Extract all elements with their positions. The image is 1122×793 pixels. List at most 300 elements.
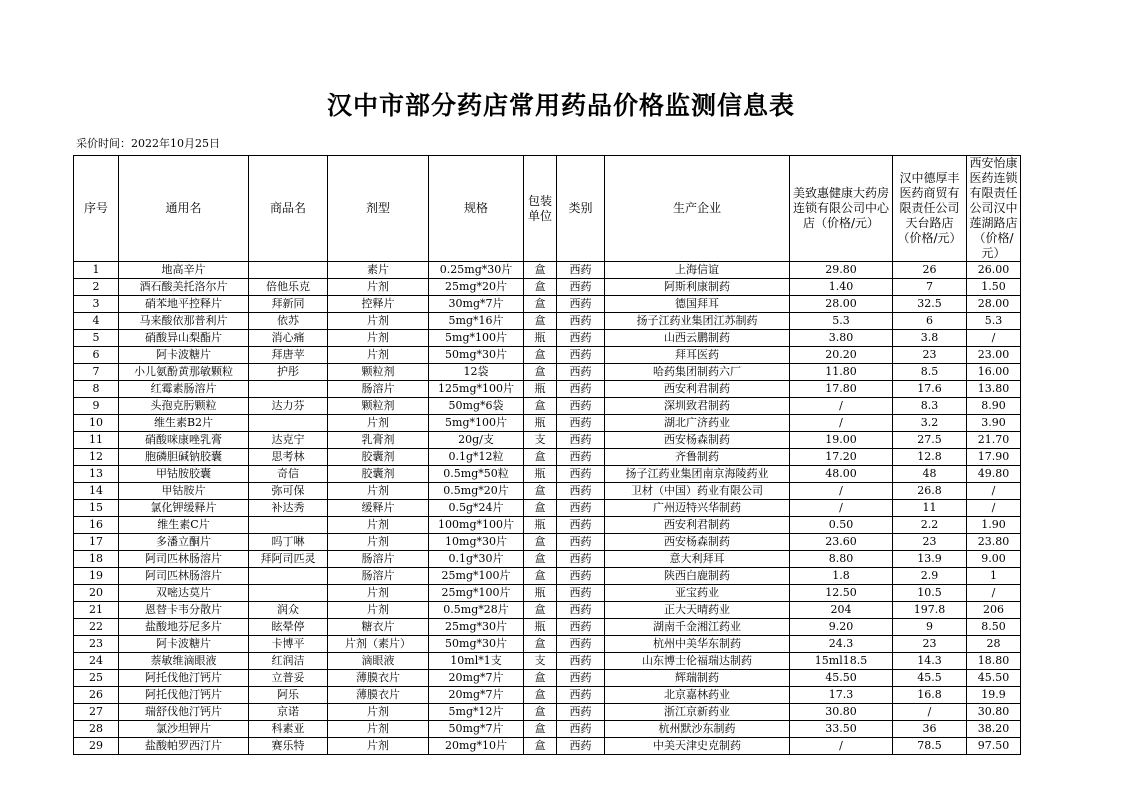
cell-category: 西药 [557, 500, 605, 517]
table-row [74, 296, 1021, 313]
cell-price-store-1: 17.80 [790, 381, 893, 398]
cell-brand-name: 科素亚 [249, 721, 328, 738]
cell-dosage-form: 片剂 [328, 279, 429, 296]
cell-index: 3 [74, 296, 119, 313]
cell-index: 22 [74, 619, 119, 636]
cell-generic-name: 萘敏维滴眼液 [119, 653, 249, 670]
table-row [74, 568, 1021, 585]
cell-specification: 0.5g*24片 [429, 500, 524, 517]
cell-package-unit: 瓶 [524, 381, 557, 398]
cell-specification: 25mg*20片 [429, 279, 524, 296]
cell-price-store-2: 13.9 [893, 551, 967, 568]
cell-generic-name: 阿卡波糖片 [119, 636, 249, 653]
cell-specification: 50mg*6袋 [429, 398, 524, 415]
cell-package-unit: 瓶 [524, 466, 557, 483]
cell-generic-name: 阿托伐他汀钙片 [119, 670, 249, 687]
cell-brand-name [249, 517, 328, 534]
cell-brand-name: 眩晕停 [249, 619, 328, 636]
cell-dosage-form: 片剂 [328, 330, 429, 347]
header-category: 类别 [557, 156, 605, 262]
header-specification: 规格 [429, 156, 524, 262]
cell-price-store-2: 8.5 [893, 364, 967, 381]
cell-index: 2 [74, 279, 119, 296]
cell-manufacturer: 扬子江药业集团江苏制药 [605, 313, 790, 330]
cell-specification: 50mg*7片 [429, 721, 524, 738]
cell-brand-name: 思考林 [249, 449, 328, 466]
cell-category: 西药 [557, 347, 605, 364]
collection-date: 采价时间：2022年10月25日 [76, 137, 220, 150]
cell-index: 8 [74, 381, 119, 398]
cell-package-unit: 盒 [524, 551, 557, 568]
cell-price-store-2: 23 [893, 347, 967, 364]
cell-price-store-3: 97.50 [967, 738, 1021, 755]
cell-package-unit: 盒 [524, 636, 557, 653]
cell-dosage-form: 片剂 [328, 602, 429, 619]
header-dosage-form: 剂型 [328, 156, 429, 262]
cell-category: 西药 [557, 602, 605, 619]
cell-price-store-2: 3.8 [893, 330, 967, 347]
cell-price-store-3: 1.90 [967, 517, 1021, 534]
cell-price-store-3: 8.50 [967, 619, 1021, 636]
cell-package-unit: 盒 [524, 670, 557, 687]
table-row [74, 670, 1021, 687]
cell-price-store-3: 28 [967, 636, 1021, 653]
cell-specification: 5mg*100片 [429, 330, 524, 347]
cell-generic-name: 硝酸咪康唑乳膏 [119, 432, 249, 449]
cell-package-unit: 盒 [524, 364, 557, 381]
cell-brand-name: 奇信 [249, 466, 328, 483]
cell-price-store-3: 49.80 [967, 466, 1021, 483]
cell-category: 西药 [557, 653, 605, 670]
cell-package-unit: 盒 [524, 483, 557, 500]
cell-generic-name: 氯沙坦钾片 [119, 721, 249, 738]
cell-category: 西药 [557, 585, 605, 602]
cell-manufacturer: 杭州默沙东制药 [605, 721, 790, 738]
cell-dosage-form: 片剂 [328, 483, 429, 500]
cell-brand-name: 卡博平 [249, 636, 328, 653]
cell-dosage-form: 肠溶片 [328, 381, 429, 398]
cell-price-store-1: / [790, 398, 893, 415]
cell-dosage-form: 薄膜衣片 [328, 670, 429, 687]
cell-index: 17 [74, 534, 119, 551]
cell-brand-name: 倍他乐克 [249, 279, 328, 296]
cell-specification: 20mg*7片 [429, 687, 524, 704]
cell-package-unit: 盒 [524, 398, 557, 415]
cell-generic-name: 红霉素肠溶片 [119, 381, 249, 398]
table-row [74, 551, 1021, 568]
cell-category: 西药 [557, 330, 605, 347]
cell-index: 19 [74, 568, 119, 585]
cell-price-store-2: 26 [893, 262, 967, 279]
cell-price-store-2: 23 [893, 534, 967, 551]
cell-brand-name [249, 585, 328, 602]
header-brand-name: 商品名 [249, 156, 328, 262]
cell-brand-name: 拜唐苹 [249, 347, 328, 364]
table-body [74, 262, 1021, 755]
cell-category: 西药 [557, 364, 605, 381]
table-row [74, 364, 1021, 381]
cell-dosage-form: 片剂 [328, 585, 429, 602]
cell-index: 18 [74, 551, 119, 568]
cell-category: 西药 [557, 466, 605, 483]
cell-generic-name: 维生素B2片 [119, 415, 249, 432]
cell-category: 西药 [557, 279, 605, 296]
cell-brand-name: 京诺 [249, 704, 328, 721]
price-table [73, 155, 1021, 755]
cell-dosage-form: 片剂 [328, 534, 429, 551]
cell-price-store-3: / [967, 330, 1021, 347]
cell-generic-name: 阿卡波糖片 [119, 347, 249, 364]
cell-index: 7 [74, 364, 119, 381]
cell-dosage-form: 片剂 [328, 415, 429, 432]
table-row [74, 636, 1021, 653]
cell-price-store-2: 36 [893, 721, 967, 738]
cell-price-store-3: 1.50 [967, 279, 1021, 296]
cell-price-store-1: / [790, 483, 893, 500]
cell-generic-name: 甲钴胺片 [119, 483, 249, 500]
cell-price-store-1: 48.00 [790, 466, 893, 483]
table-row [74, 534, 1021, 551]
cell-price-store-3: 16.00 [967, 364, 1021, 381]
table-row [74, 381, 1021, 398]
cell-generic-name: 甲钴胺胶囊 [119, 466, 249, 483]
cell-price-store-1: 11.80 [790, 364, 893, 381]
cell-dosage-form: 片剂 [328, 517, 429, 534]
cell-category: 西药 [557, 636, 605, 653]
cell-dosage-form: 糖衣片 [328, 619, 429, 636]
cell-generic-name: 盐酸帕罗西汀片 [119, 738, 249, 755]
cell-brand-name: 赛乐特 [249, 738, 328, 755]
cell-specification: 5mg*100片 [429, 415, 524, 432]
cell-index: 29 [74, 738, 119, 755]
cell-package-unit: 盒 [524, 262, 557, 279]
cell-manufacturer: 浙江京新药业 [605, 704, 790, 721]
cell-manufacturer: 杭州中美华东制药 [605, 636, 790, 653]
cell-package-unit: 盒 [524, 687, 557, 704]
cell-brand-name: 润众 [249, 602, 328, 619]
cell-category: 西药 [557, 415, 605, 432]
cell-brand-name: 护彤 [249, 364, 328, 381]
cell-specification: 0.5mg*28片 [429, 602, 524, 619]
table-row [74, 602, 1021, 619]
cell-dosage-form: 胶囊剂 [328, 466, 429, 483]
cell-package-unit: 支 [524, 653, 557, 670]
cell-package-unit: 盒 [524, 534, 557, 551]
table-row [74, 313, 1021, 330]
cell-price-store-2: 27.5 [893, 432, 967, 449]
cell-specification: 0.5mg*20片 [429, 483, 524, 500]
cell-brand-name: 拜阿司匹灵 [249, 551, 328, 568]
cell-manufacturer: 湖北广济药业 [605, 415, 790, 432]
cell-price-store-3: 21.70 [967, 432, 1021, 449]
cell-index: 11 [74, 432, 119, 449]
cell-manufacturer: 卫材（中国）药业有限公司 [605, 483, 790, 500]
cell-category: 西药 [557, 483, 605, 500]
cell-specification: 20mg*7片 [429, 670, 524, 687]
table-row [74, 466, 1021, 483]
cell-price-store-2: 197.8 [893, 602, 967, 619]
cell-manufacturer: 西安利君制药 [605, 517, 790, 534]
cell-price-store-1: 20.20 [790, 347, 893, 364]
cell-price-store-1: 30.80 [790, 704, 893, 721]
cell-generic-name: 阿司匹林肠溶片 [119, 551, 249, 568]
cell-category: 西药 [557, 738, 605, 755]
header-manufacturer: 生产企业 [605, 156, 790, 262]
cell-price-store-2: 78.5 [893, 738, 967, 755]
cell-dosage-form: 胶囊剂 [328, 449, 429, 466]
cell-price-store-2: 6 [893, 313, 967, 330]
cell-category: 西药 [557, 551, 605, 568]
cell-dosage-form: 颗粒剂 [328, 364, 429, 381]
cell-price-store-3: 18.80 [967, 653, 1021, 670]
cell-index: 1 [74, 262, 119, 279]
cell-package-unit: 盒 [524, 296, 557, 313]
cell-price-store-3: 30.80 [967, 704, 1021, 721]
cell-category: 西药 [557, 534, 605, 551]
cell-generic-name: 维生素C片 [119, 517, 249, 534]
cell-price-store-3: 17.90 [967, 449, 1021, 466]
cell-manufacturer: 山西云鹏制药 [605, 330, 790, 347]
cell-price-store-1: 17.20 [790, 449, 893, 466]
cell-price-store-1: 24.3 [790, 636, 893, 653]
header-package-unit: 包装单位 [524, 156, 557, 262]
cell-generic-name: 多潘立酮片 [119, 534, 249, 551]
cell-manufacturer: 山东博士伦福瑞达制药 [605, 653, 790, 670]
cell-generic-name: 小儿氨酚黄那敏颗粒 [119, 364, 249, 381]
cell-index: 26 [74, 687, 119, 704]
cell-price-store-2: 32.5 [893, 296, 967, 313]
cell-generic-name: 硝酸异山梨酯片 [119, 330, 249, 347]
cell-price-store-1: 204 [790, 602, 893, 619]
cell-dosage-form: 素片 [328, 262, 429, 279]
cell-price-store-2: 9 [893, 619, 967, 636]
cell-price-store-3: 23.80 [967, 534, 1021, 551]
cell-manufacturer: 正大天晴药业 [605, 602, 790, 619]
cell-price-store-2: 26.8 [893, 483, 967, 500]
cell-brand-name: 依苏 [249, 313, 328, 330]
cell-price-store-2: 12.8 [893, 449, 967, 466]
cell-brand-name: 红润洁 [249, 653, 328, 670]
cell-price-store-3: 1 [967, 568, 1021, 585]
header-generic-name: 通用名 [119, 156, 249, 262]
table-row [74, 619, 1021, 636]
cell-price-store-3: 23.00 [967, 347, 1021, 364]
cell-price-store-1: 3.80 [790, 330, 893, 347]
header-price-store-1: 美致惠健康大药房连锁有限公司中心店（价格/元） [790, 156, 893, 262]
cell-manufacturer: 亚宝药业 [605, 585, 790, 602]
cell-index: 16 [74, 517, 119, 534]
cell-index: 6 [74, 347, 119, 364]
cell-brand-name [249, 415, 328, 432]
table-row [74, 653, 1021, 670]
table-row [74, 483, 1021, 500]
cell-brand-name: 消心痛 [249, 330, 328, 347]
cell-category: 西药 [557, 296, 605, 313]
cell-price-store-2: 45.5 [893, 670, 967, 687]
cell-price-store-3: 8.90 [967, 398, 1021, 415]
cell-manufacturer: 意大利拜耳 [605, 551, 790, 568]
cell-price-store-2: 7 [893, 279, 967, 296]
cell-package-unit: 瓶 [524, 330, 557, 347]
cell-category: 西药 [557, 432, 605, 449]
cell-price-store-1: 8.80 [790, 551, 893, 568]
cell-generic-name: 阿托伐他汀钙片 [119, 687, 249, 704]
cell-specification: 12袋 [429, 364, 524, 381]
cell-price-store-2: 2.2 [893, 517, 967, 534]
cell-dosage-form: 片剂 [328, 721, 429, 738]
cell-category: 西药 [557, 687, 605, 704]
cell-price-store-2: 11 [893, 500, 967, 517]
cell-specification: 100mg*100片 [429, 517, 524, 534]
cell-price-store-1: / [790, 500, 893, 517]
cell-price-store-3: 28.00 [967, 296, 1021, 313]
cell-price-store-1: 15ml18.5 [790, 653, 893, 670]
cell-brand-name: 达力芬 [249, 398, 328, 415]
cell-package-unit: 瓶 [524, 619, 557, 636]
cell-brand-name: 达克宁 [249, 432, 328, 449]
cell-generic-name: 瑞舒伐他汀钙片 [119, 704, 249, 721]
cell-specification: 10ml*1支 [429, 653, 524, 670]
cell-price-store-1: 9.20 [790, 619, 893, 636]
cell-price-store-3: 26.00 [967, 262, 1021, 279]
cell-price-store-2: 17.6 [893, 381, 967, 398]
cell-generic-name: 酒石酸美托洛尔片 [119, 279, 249, 296]
cell-index: 14 [74, 483, 119, 500]
cell-price-store-1: 23.60 [790, 534, 893, 551]
cell-price-store-1: 1.40 [790, 279, 893, 296]
cell-generic-name: 阿司匹林肠溶片 [119, 568, 249, 585]
cell-index: 9 [74, 398, 119, 415]
table-row [74, 449, 1021, 466]
cell-category: 西药 [557, 313, 605, 330]
cell-brand-name: 拜新同 [249, 296, 328, 313]
cell-index: 21 [74, 602, 119, 619]
table-row [74, 347, 1021, 364]
cell-index: 24 [74, 653, 119, 670]
cell-manufacturer: 湖南千金湘江药业 [605, 619, 790, 636]
cell-price-store-1: 28.00 [790, 296, 893, 313]
cell-dosage-form: 肠溶片 [328, 551, 429, 568]
cell-manufacturer: 上海信谊 [605, 262, 790, 279]
cell-specification: 0.25mg*30片 [429, 262, 524, 279]
cell-specification: 30mg*7片 [429, 296, 524, 313]
cell-specification: 25mg*30片 [429, 619, 524, 636]
cell-generic-name: 胞磷胆碱钠胶囊 [119, 449, 249, 466]
cell-category: 西药 [557, 721, 605, 738]
cell-category: 西药 [557, 670, 605, 687]
table-row [74, 262, 1021, 279]
cell-package-unit: 瓶 [524, 415, 557, 432]
cell-price-store-1: 33.50 [790, 721, 893, 738]
cell-specification: 10mg*30片 [429, 534, 524, 551]
cell-price-store-1: 5.3 [790, 313, 893, 330]
cell-dosage-form: 片剂 [328, 347, 429, 364]
cell-generic-name: 头孢克肟颗粒 [119, 398, 249, 415]
cell-price-store-3: / [967, 483, 1021, 500]
cell-index: 23 [74, 636, 119, 653]
cell-price-store-1: 1.8 [790, 568, 893, 585]
cell-category: 西药 [557, 568, 605, 585]
cell-index: 10 [74, 415, 119, 432]
cell-manufacturer: 西安杨森制药 [605, 432, 790, 449]
cell-specification: 0.1g*12粒 [429, 449, 524, 466]
cell-brand-name [249, 262, 328, 279]
cell-specification: 20g/支 [429, 432, 524, 449]
cell-brand-name [249, 381, 328, 398]
cell-index: 4 [74, 313, 119, 330]
cell-package-unit: 盒 [524, 568, 557, 585]
cell-manufacturer: 齐鲁制药 [605, 449, 790, 466]
header-index: 序号 [74, 156, 119, 262]
cell-specification: 5mg*16片 [429, 313, 524, 330]
table-row [74, 687, 1021, 704]
cell-category: 西药 [557, 449, 605, 466]
cell-manufacturer: 阿斯利康制药 [605, 279, 790, 296]
cell-price-store-2: 23 [893, 636, 967, 653]
cell-price-store-1: / [790, 415, 893, 432]
cell-package-unit: 盒 [524, 500, 557, 517]
cell-price-store-1: / [790, 738, 893, 755]
cell-dosage-form: 缓释片 [328, 500, 429, 517]
cell-index: 5 [74, 330, 119, 347]
cell-price-store-3: 5.3 [967, 313, 1021, 330]
cell-price-store-3: 206 [967, 602, 1021, 619]
cell-manufacturer: 陕西白鹿制药 [605, 568, 790, 585]
cell-price-store-1: 19.00 [790, 432, 893, 449]
cell-price-store-3: 9.00 [967, 551, 1021, 568]
table-row [74, 500, 1021, 517]
cell-specification: 20mg*10片 [429, 738, 524, 755]
table-row [74, 704, 1021, 721]
cell-specification: 0.1g*30片 [429, 551, 524, 568]
cell-package-unit: 盒 [524, 602, 557, 619]
cell-price-store-1: 12.50 [790, 585, 893, 602]
cell-price-store-2: 3.2 [893, 415, 967, 432]
cell-price-store-1: 0.50 [790, 517, 893, 534]
cell-index: 28 [74, 721, 119, 738]
cell-price-store-2: 2.9 [893, 568, 967, 585]
cell-specification: 50mg*30片 [429, 636, 524, 653]
table-row [74, 585, 1021, 602]
table-row [74, 415, 1021, 432]
cell-index: 15 [74, 500, 119, 517]
cell-price-store-1: 45.50 [790, 670, 893, 687]
header-row [74, 156, 1021, 262]
cell-brand-name: 立普妥 [249, 670, 328, 687]
table-row [74, 432, 1021, 449]
cell-specification: 25mg*100片 [429, 585, 524, 602]
cell-package-unit: 盒 [524, 313, 557, 330]
cell-manufacturer: 德国拜耳 [605, 296, 790, 313]
cell-dosage-form: 片剂（素片） [328, 636, 429, 653]
cell-package-unit: 支 [524, 432, 557, 449]
cell-index: 20 [74, 585, 119, 602]
cell-price-store-1: 17.3 [790, 687, 893, 704]
cell-category: 西药 [557, 262, 605, 279]
cell-specification: 25mg*100片 [429, 568, 524, 585]
cell-price-store-3: 38.20 [967, 721, 1021, 738]
cell-generic-name: 盐酸地芬尼多片 [119, 619, 249, 636]
cell-package-unit: 盒 [524, 449, 557, 466]
cell-dosage-form: 薄膜衣片 [328, 687, 429, 704]
cell-specification: 5mg*12片 [429, 704, 524, 721]
cell-dosage-form: 乳膏剂 [328, 432, 429, 449]
cell-dosage-form: 片剂 [328, 313, 429, 330]
cell-index: 25 [74, 670, 119, 687]
cell-manufacturer: 西安杨森制药 [605, 534, 790, 551]
cell-price-store-3: / [967, 585, 1021, 602]
cell-package-unit: 盒 [524, 721, 557, 738]
